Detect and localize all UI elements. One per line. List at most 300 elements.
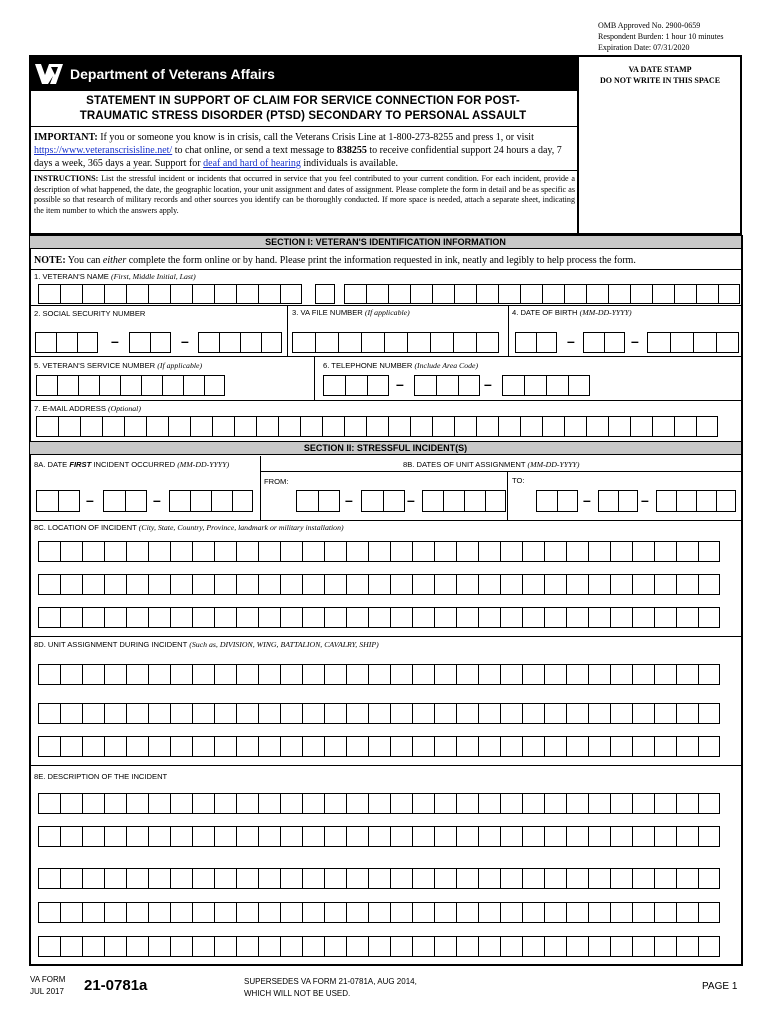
char-box[interactable] — [464, 490, 485, 512]
char-box[interactable] — [60, 868, 82, 889]
char-box[interactable] — [654, 826, 676, 847]
char-box[interactable] — [632, 868, 654, 889]
char-box[interactable] — [456, 826, 478, 847]
char-box[interactable] — [676, 736, 698, 757]
char-box[interactable] — [610, 902, 632, 923]
char-box[interactable] — [170, 607, 192, 628]
char-box[interactable] — [302, 541, 324, 562]
char-box[interactable] — [256, 416, 278, 437]
char-box[interactable] — [258, 736, 280, 757]
char-box[interactable] — [500, 607, 522, 628]
char-box[interactable] — [302, 664, 324, 685]
char-box[interactable] — [170, 284, 192, 304]
char-box[interactable] — [280, 607, 302, 628]
char-box[interactable] — [522, 936, 544, 957]
char-box[interactable] — [80, 416, 102, 437]
char-box[interactable] — [498, 284, 520, 304]
char-box[interactable] — [390, 793, 412, 814]
char-box[interactable] — [546, 375, 568, 396]
char-box[interactable] — [192, 574, 214, 595]
char-box[interactable] — [566, 826, 588, 847]
char-box[interactable] — [654, 574, 676, 595]
char-box[interactable] — [104, 541, 126, 562]
char-box[interactable] — [478, 793, 500, 814]
char-box[interactable] — [258, 902, 280, 923]
char-box[interactable] — [676, 936, 698, 957]
char-box[interactable] — [82, 793, 104, 814]
char-box[interactable] — [236, 826, 258, 847]
char-box[interactable] — [698, 826, 720, 847]
char-box[interactable] — [588, 793, 610, 814]
char-box[interactable] — [676, 868, 698, 889]
char-box[interactable] — [169, 490, 190, 512]
first-incident-month-input[interactable] — [36, 490, 80, 512]
char-box[interactable] — [544, 793, 566, 814]
char-box[interactable] — [170, 868, 192, 889]
char-box[interactable] — [478, 902, 500, 923]
char-box[interactable] — [183, 375, 204, 396]
char-box[interactable] — [58, 490, 80, 512]
char-box[interactable] — [38, 541, 60, 562]
char-box[interactable] — [430, 332, 453, 353]
char-box[interactable] — [456, 793, 478, 814]
char-box[interactable] — [500, 736, 522, 757]
char-box[interactable] — [261, 332, 282, 353]
char-box[interactable] — [278, 416, 300, 437]
char-box[interactable] — [522, 793, 544, 814]
char-box[interactable] — [214, 703, 236, 724]
char-box[interactable] — [302, 607, 324, 628]
char-box[interactable] — [544, 902, 566, 923]
char-box[interactable] — [57, 375, 78, 396]
char-box[interactable] — [434, 868, 456, 889]
char-box[interactable] — [126, 936, 148, 957]
char-box[interactable] — [566, 902, 588, 923]
char-box[interactable] — [610, 936, 632, 957]
ssn-part2-input[interactable] — [129, 332, 171, 353]
char-box[interactable] — [698, 902, 720, 923]
char-box[interactable] — [361, 332, 384, 353]
char-box[interactable] — [610, 868, 632, 889]
char-box[interactable] — [485, 490, 506, 512]
char-box[interactable] — [368, 607, 390, 628]
char-box[interactable] — [676, 490, 696, 512]
char-box[interactable] — [214, 902, 236, 923]
char-box[interactable] — [258, 793, 280, 814]
char-box[interactable] — [126, 541, 148, 562]
char-box[interactable] — [696, 490, 716, 512]
char-box[interactable] — [146, 416, 168, 437]
char-box[interactable] — [412, 574, 434, 595]
char-box[interactable] — [315, 284, 335, 304]
char-box[interactable] — [324, 936, 346, 957]
char-box[interactable] — [390, 664, 412, 685]
dob-year-input[interactable] — [647, 332, 739, 353]
char-box[interactable] — [280, 936, 302, 957]
char-box[interactable] — [410, 284, 432, 304]
char-box[interactable] — [236, 541, 258, 562]
char-box[interactable] — [36, 375, 57, 396]
char-box[interactable] — [698, 868, 720, 889]
assignment-from-day-input[interactable] — [361, 490, 405, 512]
char-box[interactable] — [190, 416, 212, 437]
char-box[interactable] — [632, 574, 654, 595]
char-box[interactable] — [36, 490, 58, 512]
char-box[interactable] — [82, 284, 104, 304]
char-box[interactable] — [141, 375, 162, 396]
char-box[interactable] — [476, 416, 498, 437]
char-box[interactable] — [566, 541, 588, 562]
char-box[interactable] — [104, 607, 126, 628]
phone-line-input[interactable] — [502, 375, 590, 396]
char-box[interactable] — [412, 736, 434, 757]
char-box[interactable] — [588, 607, 610, 628]
char-box[interactable] — [520, 284, 542, 304]
char-box[interactable] — [302, 868, 324, 889]
char-box[interactable] — [412, 902, 434, 923]
char-box[interactable] — [82, 541, 104, 562]
char-box[interactable] — [608, 284, 630, 304]
char-box[interactable] — [77, 332, 98, 353]
char-box[interactable] — [56, 332, 77, 353]
char-box[interactable] — [60, 826, 82, 847]
char-box[interactable] — [618, 490, 638, 512]
char-box[interactable] — [302, 703, 324, 724]
char-box[interactable] — [652, 416, 674, 437]
char-box[interactable] — [346, 868, 368, 889]
char-box[interactable] — [456, 703, 478, 724]
char-box[interactable] — [566, 936, 588, 957]
char-box[interactable] — [258, 607, 280, 628]
char-box[interactable] — [324, 793, 346, 814]
char-box[interactable] — [522, 826, 544, 847]
char-box[interactable] — [126, 868, 148, 889]
char-box[interactable] — [324, 736, 346, 757]
char-box[interactable] — [280, 703, 302, 724]
char-box[interactable] — [610, 826, 632, 847]
char-box[interactable] — [500, 541, 522, 562]
char-box[interactable] — [368, 936, 390, 957]
char-box[interactable] — [38, 793, 60, 814]
char-box[interactable] — [412, 664, 434, 685]
char-box[interactable] — [500, 868, 522, 889]
char-box[interactable] — [388, 284, 410, 304]
char-box[interactable] — [236, 936, 258, 957]
char-box[interactable] — [367, 375, 389, 396]
char-box[interactable] — [82, 868, 104, 889]
char-box[interactable] — [192, 664, 214, 685]
unit-line3-input[interactable] — [38, 736, 720, 757]
char-box[interactable] — [670, 332, 693, 353]
char-box[interactable] — [280, 793, 302, 814]
char-box[interactable] — [676, 607, 698, 628]
phone-prefix-input[interactable] — [414, 375, 480, 396]
char-box[interactable] — [60, 902, 82, 923]
char-box[interactable] — [280, 574, 302, 595]
dob-month-input[interactable] — [515, 332, 557, 353]
char-box[interactable] — [522, 736, 544, 757]
char-box[interactable] — [258, 936, 280, 957]
char-box[interactable] — [192, 902, 214, 923]
char-box[interactable] — [434, 703, 456, 724]
char-box[interactable] — [434, 793, 456, 814]
char-box[interactable] — [456, 664, 478, 685]
first-name-input[interactable] — [38, 284, 302, 304]
char-box[interactable] — [214, 736, 236, 757]
char-box[interactable] — [412, 868, 434, 889]
char-box[interactable] — [148, 703, 170, 724]
char-box[interactable] — [432, 284, 454, 304]
char-box[interactable] — [300, 416, 322, 437]
char-box[interactable] — [500, 826, 522, 847]
char-box[interactable] — [478, 541, 500, 562]
char-box[interactable] — [324, 703, 346, 724]
char-box[interactable] — [588, 541, 610, 562]
char-box[interactable] — [456, 868, 478, 889]
char-box[interactable] — [324, 868, 346, 889]
char-box[interactable] — [214, 936, 236, 957]
char-box[interactable] — [544, 703, 566, 724]
char-box[interactable] — [390, 703, 412, 724]
char-box[interactable] — [434, 826, 456, 847]
char-box[interactable] — [454, 416, 476, 437]
char-box[interactable] — [36, 416, 58, 437]
char-box[interactable] — [258, 826, 280, 847]
char-box[interactable] — [344, 416, 366, 437]
phone-area-code-input[interactable] — [323, 375, 389, 396]
char-box[interactable] — [412, 826, 434, 847]
char-box[interactable] — [148, 793, 170, 814]
char-box[interactable] — [536, 332, 557, 353]
char-box[interactable] — [346, 541, 368, 562]
char-box[interactable] — [302, 736, 324, 757]
char-box[interactable] — [674, 416, 696, 437]
char-box[interactable] — [35, 332, 56, 353]
char-box[interactable] — [192, 703, 214, 724]
char-box[interactable] — [610, 664, 632, 685]
char-box[interactable] — [632, 736, 654, 757]
char-box[interactable] — [656, 490, 676, 512]
char-box[interactable] — [515, 332, 536, 353]
char-box[interactable] — [104, 902, 126, 923]
char-box[interactable] — [324, 541, 346, 562]
char-box[interactable] — [453, 332, 476, 353]
char-box[interactable] — [412, 936, 434, 957]
crisis-line-link[interactable]: https://www.veteranscrisisline.net/ — [34, 145, 173, 156]
char-box[interactable] — [324, 664, 346, 685]
char-box[interactable] — [302, 793, 324, 814]
char-box[interactable] — [324, 574, 346, 595]
char-box[interactable] — [126, 902, 148, 923]
char-box[interactable] — [214, 541, 236, 562]
char-box[interactable] — [214, 284, 236, 304]
char-box[interactable] — [346, 607, 368, 628]
char-box[interactable] — [58, 416, 80, 437]
char-box[interactable] — [148, 664, 170, 685]
char-box[interactable] — [586, 284, 608, 304]
char-box[interactable] — [458, 375, 480, 396]
char-box[interactable] — [323, 375, 345, 396]
char-box[interactable] — [696, 416, 718, 437]
char-box[interactable] — [368, 574, 390, 595]
char-box[interactable] — [500, 664, 522, 685]
char-box[interactable] — [610, 736, 632, 757]
char-box[interactable] — [632, 541, 654, 562]
char-box[interactable] — [302, 826, 324, 847]
char-box[interactable] — [38, 736, 60, 757]
char-box[interactable] — [346, 936, 368, 957]
char-box[interactable] — [346, 574, 368, 595]
char-box[interactable] — [412, 607, 434, 628]
char-box[interactable] — [632, 664, 654, 685]
char-box[interactable] — [368, 793, 390, 814]
char-box[interactable] — [698, 607, 720, 628]
char-box[interactable] — [148, 902, 170, 923]
char-box[interactable] — [104, 826, 126, 847]
char-box[interactable] — [632, 607, 654, 628]
char-box[interactable] — [38, 607, 60, 628]
char-box[interactable] — [126, 664, 148, 685]
char-box[interactable] — [292, 332, 315, 353]
char-box[interactable] — [78, 375, 99, 396]
first-incident-day-input[interactable] — [103, 490, 147, 512]
char-box[interactable] — [211, 490, 232, 512]
char-box[interactable] — [148, 284, 170, 304]
char-box[interactable] — [280, 284, 302, 304]
char-box[interactable] — [544, 936, 566, 957]
char-box[interactable] — [390, 902, 412, 923]
char-box[interactable] — [698, 736, 720, 757]
char-box[interactable] — [557, 490, 578, 512]
char-box[interactable] — [170, 793, 192, 814]
char-box[interactable] — [610, 703, 632, 724]
unit-line2-input[interactable] — [38, 703, 720, 724]
char-box[interactable] — [214, 793, 236, 814]
char-box[interactable] — [434, 541, 456, 562]
char-box[interactable] — [192, 541, 214, 562]
char-box[interactable] — [280, 902, 302, 923]
description-line1-input[interactable] — [38, 793, 720, 814]
location-line2-input[interactable] — [38, 574, 720, 595]
char-box[interactable] — [148, 574, 170, 595]
char-box[interactable] — [318, 490, 340, 512]
description-line4-input[interactable] — [38, 902, 720, 923]
char-box[interactable] — [126, 607, 148, 628]
char-box[interactable] — [315, 332, 338, 353]
char-box[interactable] — [192, 868, 214, 889]
assignment-to-day-input[interactable] — [598, 490, 638, 512]
char-box[interactable] — [647, 332, 670, 353]
char-box[interactable] — [478, 826, 500, 847]
char-box[interactable] — [368, 664, 390, 685]
char-box[interactable] — [170, 664, 192, 685]
char-box[interactable] — [478, 574, 500, 595]
char-box[interactable] — [38, 936, 60, 957]
char-box[interactable] — [214, 607, 236, 628]
char-box[interactable] — [346, 703, 368, 724]
description-line5-input[interactable] — [38, 936, 720, 957]
char-box[interactable] — [236, 736, 258, 757]
char-box[interactable] — [693, 332, 716, 353]
char-box[interactable] — [676, 664, 698, 685]
assignment-from-year-input[interactable] — [422, 490, 506, 512]
char-box[interactable] — [236, 793, 258, 814]
char-box[interactable] — [190, 490, 211, 512]
char-box[interactable] — [214, 664, 236, 685]
first-incident-year-input[interactable] — [169, 490, 253, 512]
char-box[interactable] — [280, 826, 302, 847]
char-box[interactable] — [236, 574, 258, 595]
char-box[interactable] — [630, 416, 652, 437]
char-box[interactable] — [38, 902, 60, 923]
char-box[interactable] — [280, 736, 302, 757]
char-box[interactable] — [368, 902, 390, 923]
char-box[interactable] — [148, 607, 170, 628]
char-box[interactable] — [170, 826, 192, 847]
char-box[interactable] — [544, 826, 566, 847]
va-file-number-input[interactable] — [292, 332, 499, 353]
char-box[interactable] — [192, 936, 214, 957]
char-box[interactable] — [82, 826, 104, 847]
char-box[interactable] — [632, 936, 654, 957]
char-box[interactable] — [698, 936, 720, 957]
char-box[interactable] — [170, 541, 192, 562]
char-box[interactable] — [652, 284, 674, 304]
char-box[interactable] — [610, 541, 632, 562]
char-box[interactable] — [103, 490, 125, 512]
char-box[interactable] — [476, 332, 499, 353]
char-box[interactable] — [192, 736, 214, 757]
char-box[interactable] — [500, 936, 522, 957]
char-box[interactable] — [456, 736, 478, 757]
char-box[interactable] — [498, 416, 520, 437]
char-box[interactable] — [588, 703, 610, 724]
deaf-support-link[interactable]: deaf and hard of hearing — [203, 158, 301, 169]
char-box[interactable] — [60, 936, 82, 957]
char-box[interactable] — [345, 375, 367, 396]
ssn-part3-input[interactable] — [198, 332, 282, 353]
char-box[interactable] — [654, 793, 676, 814]
dob-day-input[interactable] — [583, 332, 625, 353]
char-box[interactable] — [38, 868, 60, 889]
assignment-from-month-input[interactable] — [296, 490, 340, 512]
char-box[interactable] — [586, 416, 608, 437]
char-box[interactable] — [148, 868, 170, 889]
char-box[interactable] — [522, 607, 544, 628]
char-box[interactable] — [566, 736, 588, 757]
char-box[interactable] — [544, 664, 566, 685]
char-box[interactable] — [542, 416, 564, 437]
char-box[interactable] — [588, 902, 610, 923]
ssn-part1-input[interactable] — [35, 332, 98, 353]
char-box[interactable] — [60, 574, 82, 595]
char-box[interactable] — [410, 416, 432, 437]
char-box[interactable] — [204, 375, 225, 396]
char-box[interactable] — [522, 664, 544, 685]
char-box[interactable] — [104, 664, 126, 685]
char-box[interactable] — [324, 607, 346, 628]
char-box[interactable] — [478, 936, 500, 957]
char-box[interactable] — [368, 541, 390, 562]
char-box[interactable] — [588, 736, 610, 757]
char-box[interactable] — [234, 416, 256, 437]
char-box[interactable] — [192, 284, 214, 304]
char-box[interactable] — [566, 868, 588, 889]
char-box[interactable] — [564, 416, 586, 437]
char-box[interactable] — [478, 664, 500, 685]
char-box[interactable] — [432, 416, 454, 437]
char-box[interactable] — [698, 664, 720, 685]
